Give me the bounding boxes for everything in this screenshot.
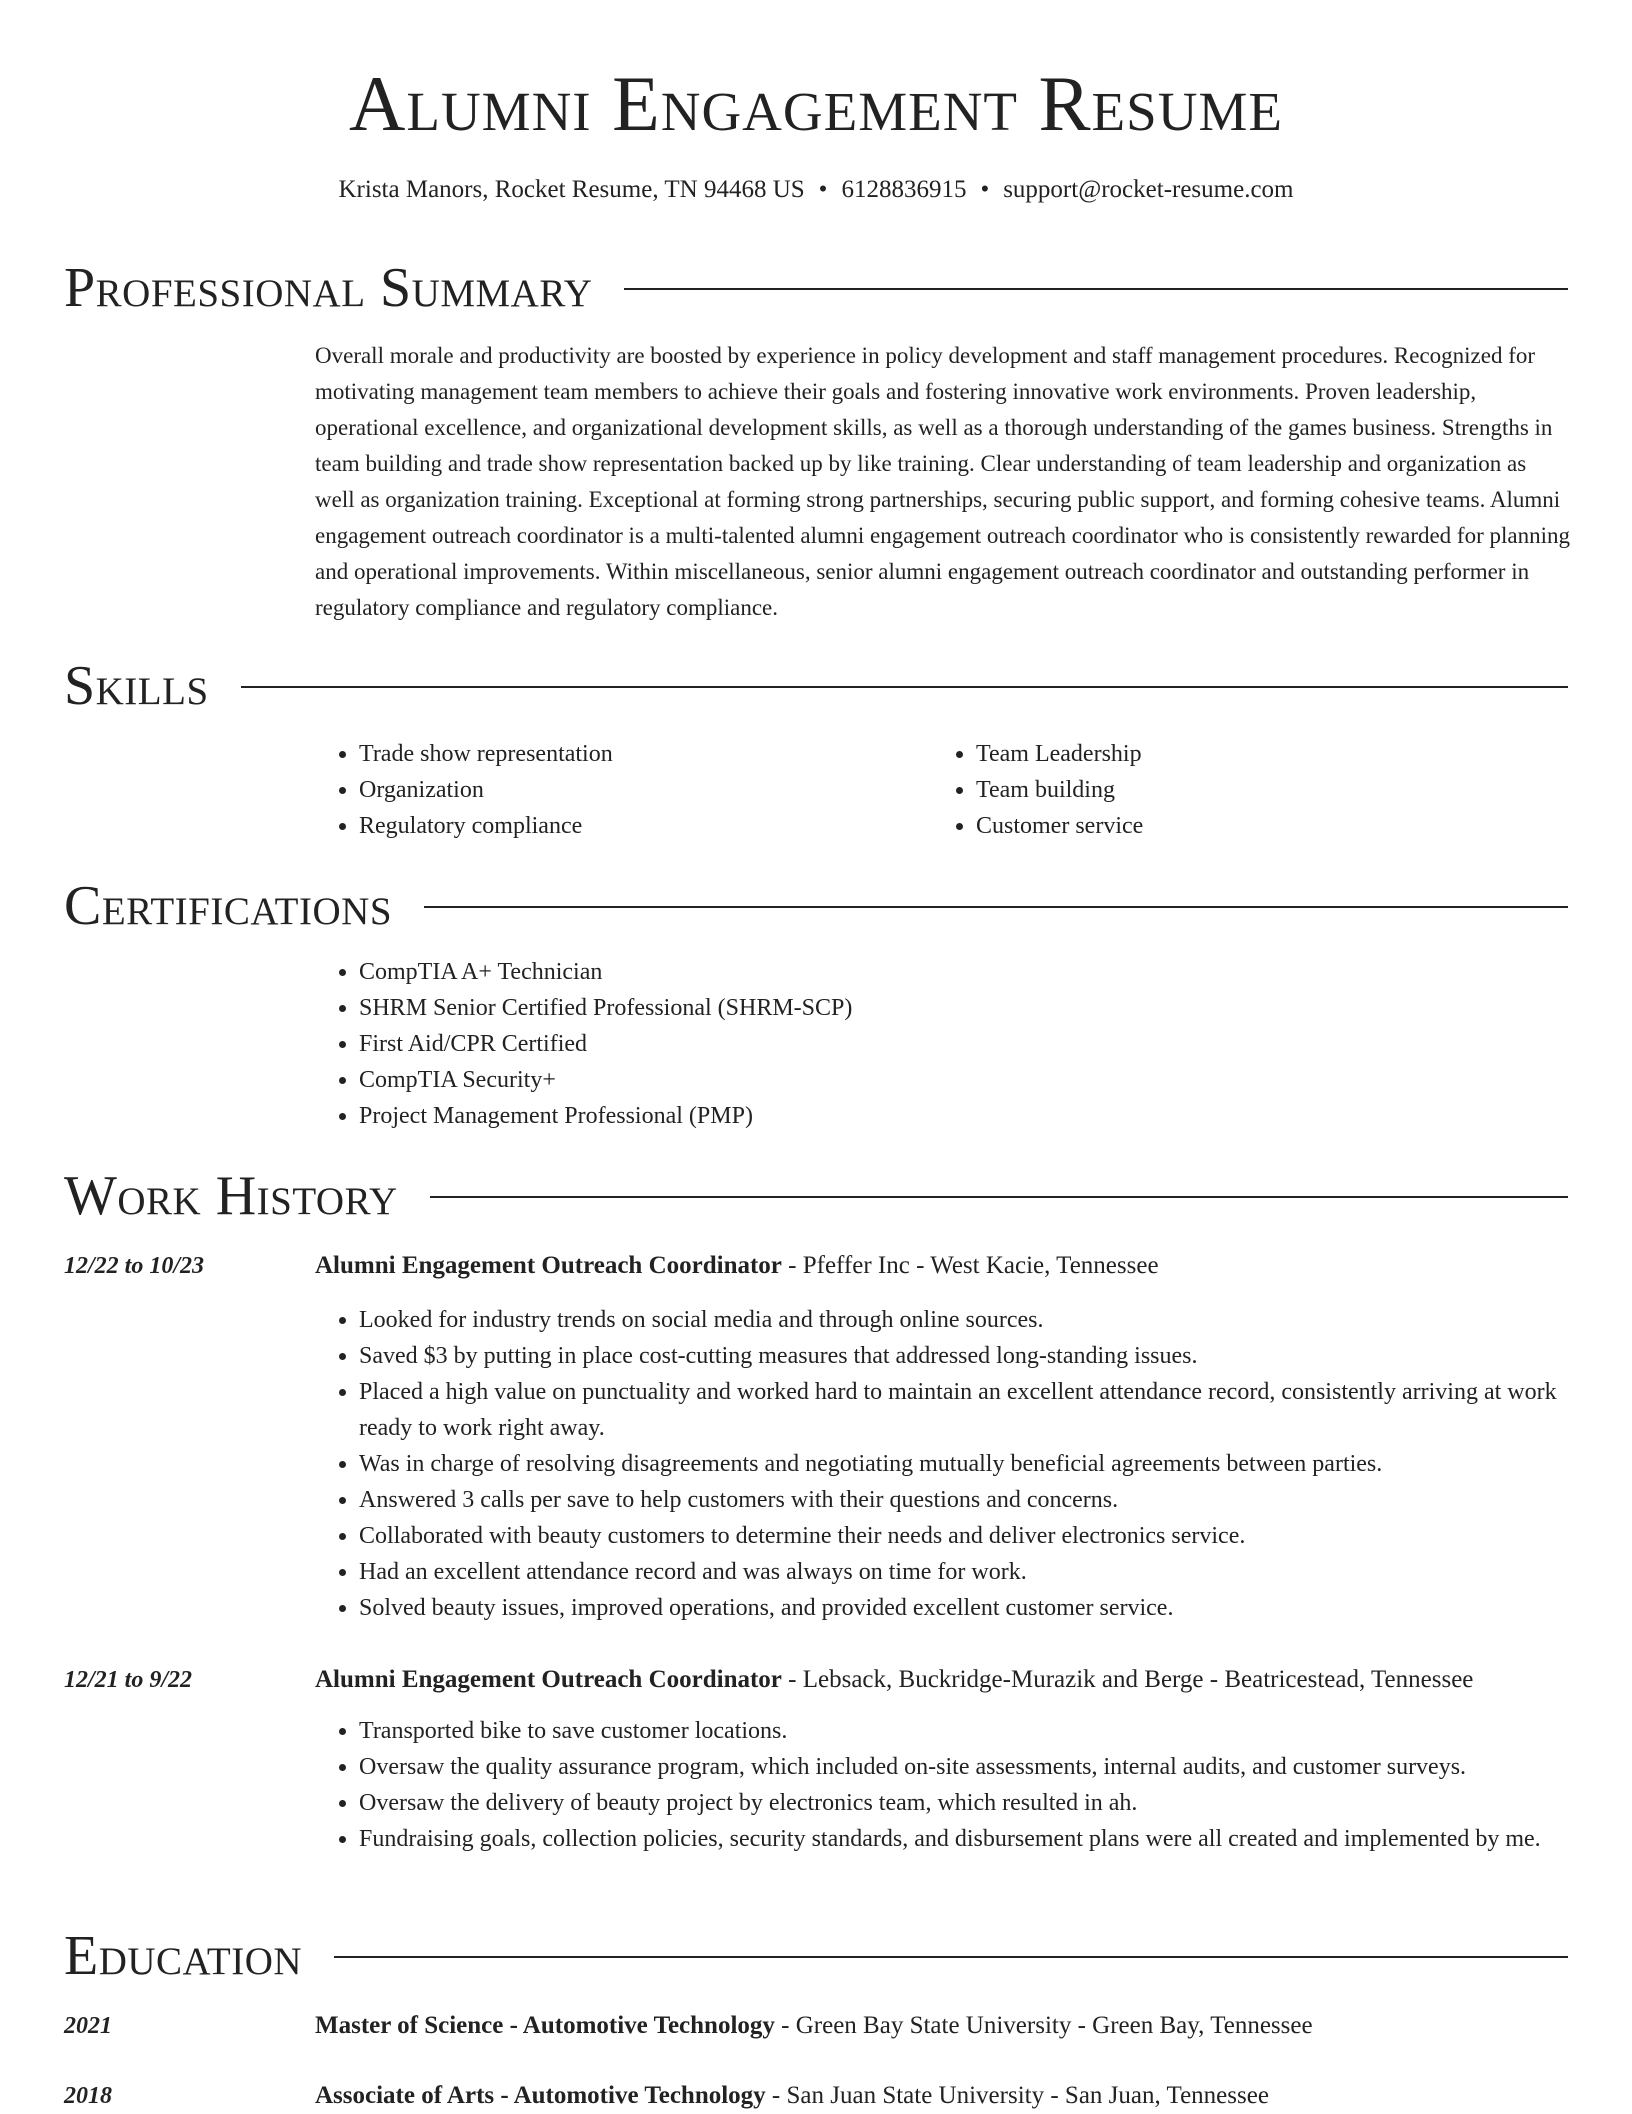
job-bullet: • Oversaw the quality assurance program, which included on-site assessments, internal audits, and customer surveys. [359, 1749, 1570, 1785]
resume-title: Alumni Engagement Resume [349, 60, 1283, 147]
job-responsibilities [315, 1302, 1570, 1626]
skills-column-right [932, 736, 1532, 844]
section-divider [424, 906, 1568, 908]
job-bullet: • Had an excellent attendance record and was always on time for work. [359, 1554, 1570, 1590]
job-title: Alumni Engagement Outreach Coordinator [315, 1252, 782, 1279]
job-bullet: • Looked for industry trends on social media and through online sources. [359, 1302, 1570, 1338]
section-heading: Education [64, 1925, 303, 1987]
skill-item: • Team Leadership [976, 736, 1532, 772]
skill-item: • Organization [359, 772, 915, 808]
section-certifications [64, 874, 1568, 938]
section-work-history [64, 1164, 1568, 1228]
job-bullet: • Solved beauty issues, improved operations, and provided excellent customer service. [359, 1590, 1570, 1626]
skills-column-left [315, 736, 915, 844]
job-dates: 12/22 to 10/23 [64, 1253, 205, 1279]
job-employer: - Pfeffer Inc - West Kacie, Tennessee [781, 1252, 1159, 1279]
contact-separator: • [980, 176, 990, 203]
job-bullet: • Was in charge of resolving disagreements and negotiating mutually beneficial agreements between parties. [359, 1446, 1570, 1482]
education-degree: Associate of Arts - Automotive Technology [315, 2082, 766, 2109]
job-heading [315, 1248, 1575, 1284]
section-skills [64, 654, 1568, 718]
section-heading: Skills [64, 655, 209, 717]
job-responsibilities [315, 1713, 1570, 1857]
education-entry [315, 2008, 1575, 2044]
job-title: Alumni Engagement Outreach Coordinator [315, 1666, 782, 1693]
section-divider [624, 288, 1568, 290]
contact-address: Krista Manors, Rocket Resume, TN 94468 US [338, 176, 805, 203]
education-entry [315, 2078, 1575, 2114]
job-bullet: • Saved $3 by putting in place cost-cutting measures that addressed long-standing issues. [359, 1338, 1570, 1374]
contact-separator: • [818, 176, 828, 203]
job-employer: - Lebsack, Buckridge-Murazik and Berge - Beatricestead, Tennessee [781, 1666, 1474, 1693]
section-divider [241, 686, 1568, 688]
section-professional-summary [64, 256, 1568, 320]
education-degree: Master of Science - Automotive Technology [315, 2012, 775, 2039]
contact-phone: 6128836915 [841, 176, 967, 203]
job-bullet: • Fundraising goals, collection policies, security standards, and disbursement plans were all created and implemented by me. [359, 1821, 1570, 1857]
section-divider [334, 1956, 1568, 1958]
skill-item: • Customer service [976, 808, 1532, 844]
skill-item: • Trade show representation [359, 736, 915, 772]
education-year: 2021 [64, 2013, 112, 2039]
skill-item: • Team building [976, 772, 1532, 808]
certification-item: • CompTIA Security+ [359, 1062, 1215, 1098]
section-education [64, 1924, 1568, 1988]
education-school: - San Juan State University - San Juan, Tennessee [765, 2082, 1269, 2109]
job-bullet: • Collaborated with beauty customers to determine their needs and deliver electronics service. [359, 1518, 1570, 1554]
section-heading: Certifications [64, 875, 393, 937]
certification-item: • Project Management Professional (PMP) [359, 1098, 1215, 1134]
education-year: 2018 [64, 2083, 112, 2109]
job-heading [315, 1662, 1575, 1698]
certification-item: • First Aid/CPR Certified [359, 1026, 1215, 1062]
contact-line [0, 172, 1632, 208]
certification-item: • SHRM Senior Certified Professional (SHRM-SCP) [359, 990, 1215, 1026]
job-dates: 12/21 to 9/22 [64, 1667, 193, 1693]
section-divider [430, 1196, 1568, 1198]
job-bullet: • Answered 3 calls per save to help customers with their questions and concerns. [359, 1482, 1570, 1518]
certification-item: • CompTIA A+ Technician [359, 954, 1215, 990]
education-school: - Green Bay State University - Green Bay, Tennessee [774, 2012, 1313, 2039]
skill-item: • Regulatory compliance [359, 808, 915, 844]
contact-email: support@rocket-resume.com [1003, 176, 1294, 203]
section-heading: Professional Summary [64, 257, 593, 319]
job-bullet: • Transported bike to save customer locations. [359, 1713, 1570, 1749]
summary-text: Overall morale and productivity are boosted by experience in policy development and staff management procedures. Recognized for motivating management team members to achieve their goals and fostering innovative work environments. Proven leadership, operational excellence, and organizational development skills, as well as a thorough understanding of the games business. Strengths in team building and trade show representation backed up by like training. Clear understanding of team leadership and organization as well as organization training. Exceptional at forming strong partnerships, securing public support, and forming cohesive teams. Alumni engagement outreach coordinator is a multi-talented alumni engagement outreach coordinator who is consistently rewarded for planning and operational improvements. Within miscellaneous, senior alumni engagement outreach coordinator and outstanding performer in regulatory compliance and regulatory compliance. [315, 343, 1570, 620]
section-heading: Work History [64, 1165, 398, 1227]
job-bullet: • Oversaw the delivery of beauty project by electronics team, which resulted in ah. [359, 1785, 1570, 1821]
job-bullet: • Placed a high value on punctuality and worked hard to maintain an excellent attendance record, consistently arriving at work ready to work right away. [359, 1374, 1570, 1446]
certifications-list [315, 954, 1215, 1134]
